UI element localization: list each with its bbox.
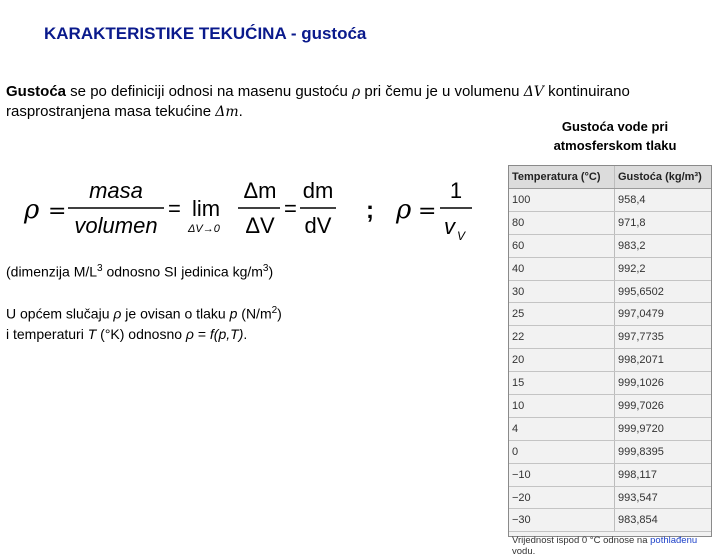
cell-density: 997,7735 xyxy=(618,331,664,344)
cell-density: 999,8395 xyxy=(618,445,664,458)
cell-temperature: 25 xyxy=(509,303,615,325)
footnote-text: Vrijednost ispod 0 °C odnose na xyxy=(512,535,651,547)
table-row xyxy=(509,258,711,281)
dim-mid: odnosno SI jedinica kg/m xyxy=(102,263,263,280)
dimension-note xyxy=(6,263,273,280)
formula-lim: lim xyxy=(192,196,221,221)
formula-rho-2: ρ xyxy=(396,195,412,225)
formula-dv: dV xyxy=(304,213,332,238)
dependence-note xyxy=(6,301,282,344)
table-row xyxy=(509,441,711,464)
formula-dm: dm xyxy=(302,178,334,203)
table-caption xyxy=(520,117,710,155)
cell-temperature: −30 xyxy=(509,509,615,531)
water-density-table xyxy=(508,165,712,558)
formula-eq-4: = xyxy=(418,199,437,224)
formula-dm-delta: Δm xyxy=(243,178,277,203)
cell-density: 999,7026 xyxy=(618,400,664,413)
intro-paragraph xyxy=(6,82,706,122)
dep-text-3: (N/m xyxy=(237,305,272,322)
footnote-link[interactable]: pothlađenu xyxy=(650,535,698,547)
table-row xyxy=(509,235,711,258)
table-row xyxy=(509,509,711,532)
intro-text-3: kontinuirano rasprostranjena masa tekućine xyxy=(6,83,630,120)
dep-func: f(p,T) xyxy=(209,325,244,342)
intro-term: Gustoća xyxy=(6,83,67,100)
cell-density: 983,854 xyxy=(618,514,658,527)
formula-dv-delta: ΔV xyxy=(245,213,275,238)
dep-rho-2: ρ xyxy=(185,325,194,342)
dim-exp: 3 xyxy=(97,263,103,274)
dependence-line-2 xyxy=(6,324,282,344)
table-row xyxy=(509,418,711,441)
cell-temperature: 30 xyxy=(509,281,615,303)
dep-text-2: je ovisan o tlaku xyxy=(121,305,230,322)
formula-vv-sub: V xyxy=(457,229,466,243)
cell-temperature: 15 xyxy=(509,372,615,394)
cell-temperature: 0 xyxy=(509,441,615,463)
cell-temperature: 40 xyxy=(509,258,615,280)
table-row xyxy=(509,303,711,326)
cell-temperature: −10 xyxy=(509,464,615,486)
intro-text-1: se po definiciji odnosi na masenu gustoću xyxy=(66,83,353,100)
table-footnote xyxy=(509,532,711,560)
cell-density: 993,547 xyxy=(618,491,658,504)
table-row xyxy=(509,212,711,235)
intro-dm: Δm xyxy=(215,104,239,120)
cell-density: 992,2 xyxy=(618,262,646,275)
intro-text-4: . xyxy=(238,103,243,120)
dim-exp-2: 3 xyxy=(262,263,269,274)
table-row xyxy=(509,487,711,510)
dependence-line-1 xyxy=(6,301,282,324)
dep-text-5: i temperaturi xyxy=(6,325,88,342)
dim-prefix: (dimenzija M/L xyxy=(6,263,98,280)
formula-eq-2: = xyxy=(168,196,181,221)
cell-density: 958,4 xyxy=(618,194,646,206)
cell-density: 983,2 xyxy=(618,239,646,252)
page-title: KARAKTERISTIKE TEKUĆINA - gustoća xyxy=(44,24,367,43)
caption-line-1: Gustoća vode pri xyxy=(561,119,669,134)
header-temperature: Temperatura (°C) xyxy=(509,166,615,188)
cell-density: 998,117 xyxy=(618,468,657,481)
cell-temperature: 100 xyxy=(509,189,615,211)
dep-exp: 2 xyxy=(271,305,278,316)
dep-text-4: ) xyxy=(277,305,282,322)
cell-temperature: 20 xyxy=(509,349,615,371)
cell-temperature: 22 xyxy=(509,326,615,348)
cell-temperature: 60 xyxy=(509,235,615,257)
formula-eq-3: = xyxy=(284,196,297,221)
header-density: Gustoća (kg/m³) xyxy=(618,171,702,183)
formula-rho-1: ρ xyxy=(24,195,40,225)
caption-line-2: atmosferskom tlaku xyxy=(553,138,677,153)
dep-text-8: . xyxy=(243,325,248,342)
footnote-end: vodu. xyxy=(512,546,536,558)
table-row xyxy=(509,349,711,372)
formula-volumen: volumen xyxy=(74,213,158,238)
formula-masa: masa xyxy=(89,178,143,203)
cell-density: 999,1026 xyxy=(618,377,664,390)
formula-one: 1 xyxy=(449,178,463,203)
table-row xyxy=(509,189,711,212)
cell-temperature: 4 xyxy=(509,418,615,440)
table-row xyxy=(509,372,711,395)
intro-dv: ΔV xyxy=(523,84,544,100)
dep-t: T xyxy=(87,325,97,342)
formula-lim-sub: ΔV→0 xyxy=(188,223,220,235)
cell-density: 971,8 xyxy=(618,216,646,229)
cell-density: 995,6502 xyxy=(618,285,664,298)
dep-rho: ρ xyxy=(113,305,122,322)
cell-density: 997,0479 xyxy=(618,308,664,321)
dep-text-6: (°K) odnosno xyxy=(96,325,186,342)
table-body xyxy=(509,189,711,532)
density-formula xyxy=(20,168,480,248)
formula-semicolon: ; xyxy=(366,197,374,224)
intro-rho: ρ xyxy=(352,84,361,100)
formula-vv: v xyxy=(444,214,455,239)
dim-suffix: ) xyxy=(268,263,274,280)
dep-text-7: = xyxy=(193,325,210,342)
formula-eq-1: = xyxy=(48,199,67,224)
cell-temperature: 10 xyxy=(509,395,615,417)
table-row xyxy=(509,281,711,304)
table-row xyxy=(509,395,711,418)
table-row xyxy=(509,326,711,349)
cell-temperature: −20 xyxy=(509,487,615,509)
cell-temperature: 80 xyxy=(509,212,615,234)
intro-text-2: pri čemu je u volumenu xyxy=(360,83,524,100)
dep-p: p xyxy=(229,305,238,322)
table-row xyxy=(509,464,711,487)
dep-text-1: U općem slučaju xyxy=(6,305,114,322)
cell-density: 998,2071 xyxy=(618,354,664,367)
cell-density: 999,9720 xyxy=(618,422,664,435)
table-header-row xyxy=(509,166,711,189)
